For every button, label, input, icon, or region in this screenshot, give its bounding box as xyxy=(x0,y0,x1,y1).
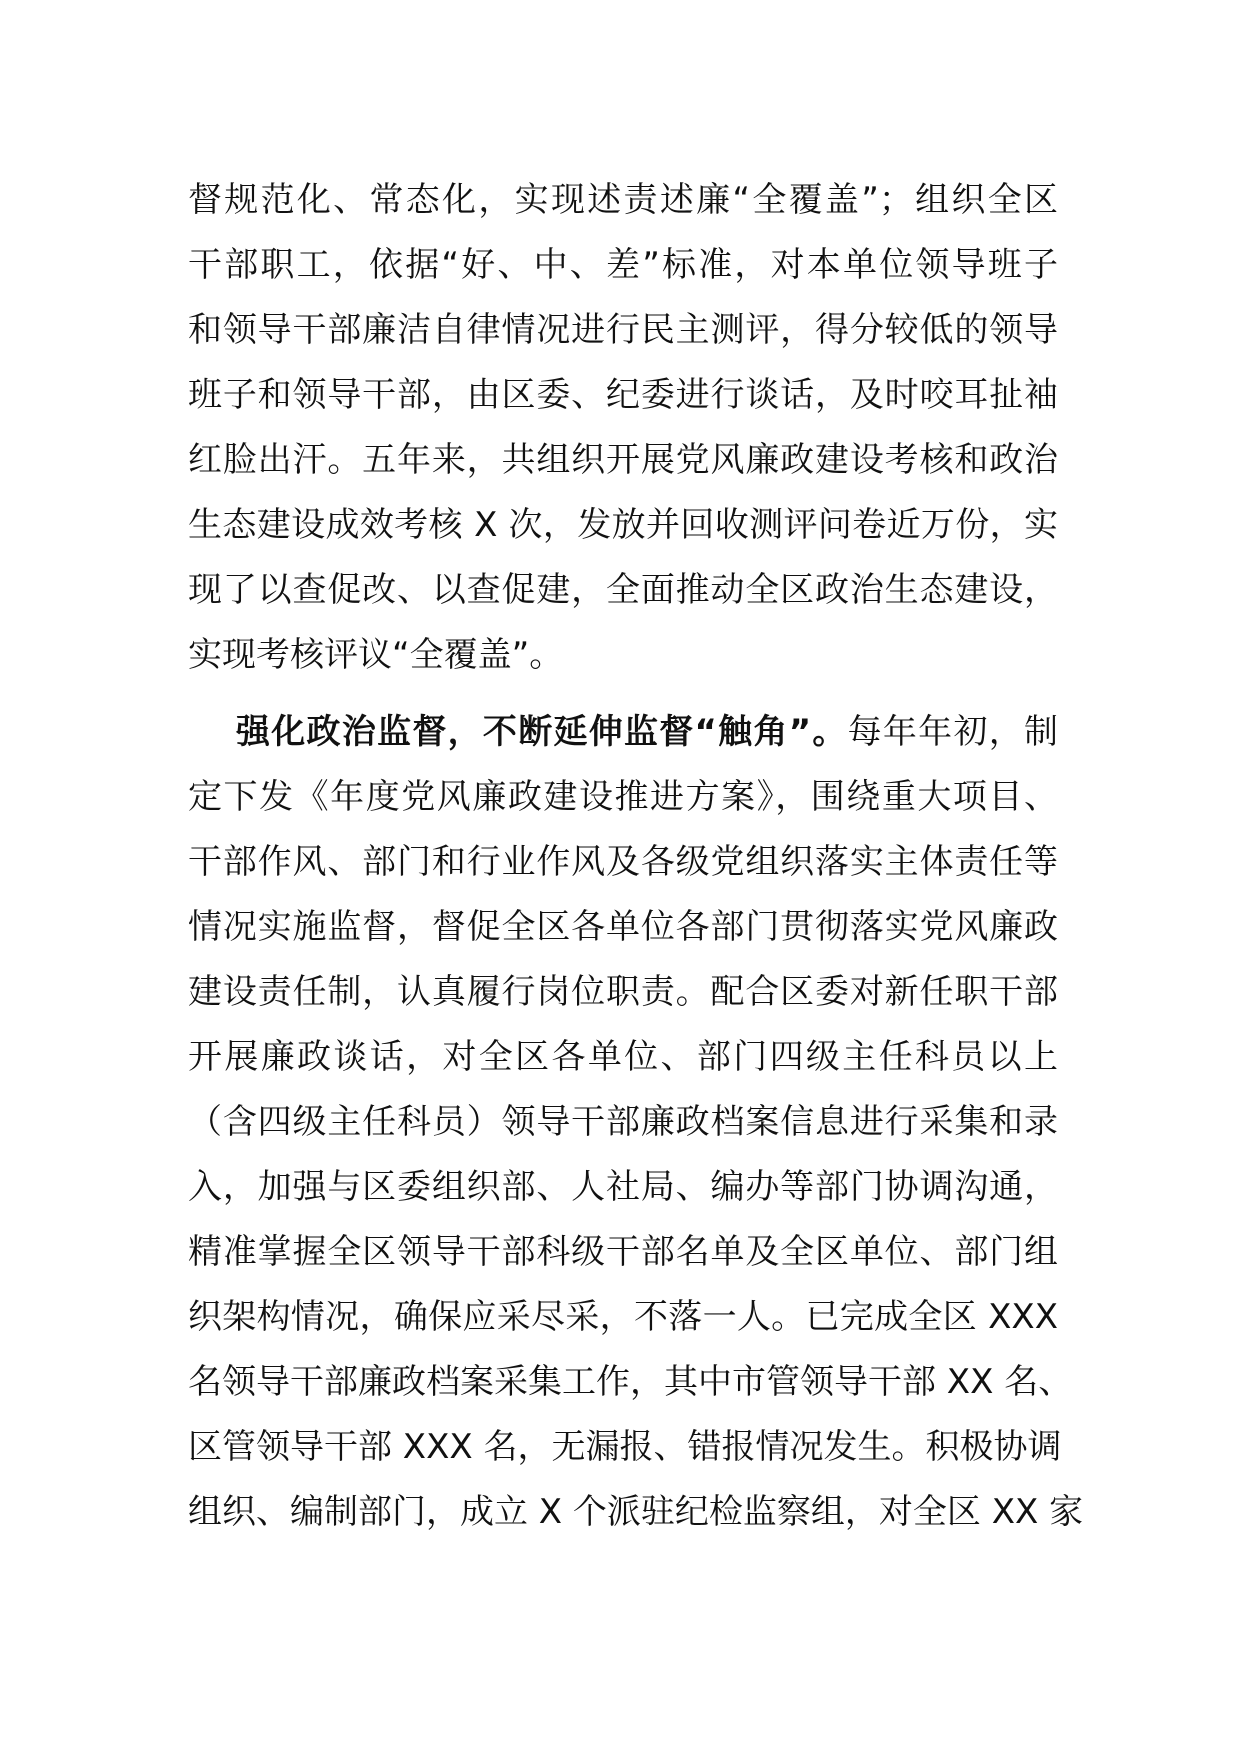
text-line: 建设责任制，认真履行岗位职责。配合区委对新任职干部 xyxy=(188,972,1058,1012)
paragraph-2 xyxy=(188,700,1084,1545)
paragraph-gap xyxy=(188,688,1058,700)
text-line: 干部职工，依据“好、中、差”标准，对本单位领导班子 xyxy=(188,245,1058,285)
heading-line-rest: 每年年初，制 xyxy=(847,712,1058,752)
text-line: 名领导干部廉政档案采集工作，其中市管领导干部 XX 名、 xyxy=(188,1362,1073,1402)
text-line: 红脸出汗。五年来，共组织开展党风廉政建设考核和政治 xyxy=(188,440,1058,480)
text-line: 干部作风、部门和行业作风及各级党组织落实主体责任等 xyxy=(188,842,1058,882)
text-line: 督规范化、常态化，实现述责述廉“全覆盖”；组织全区 xyxy=(188,180,1058,220)
text-line: 开展廉政谈话，对全区各单位、部门四级主任科员以上 xyxy=(188,1037,1058,1077)
text-line: 精准掌握全区领导干部科级干部名单及全区单位、部门组 xyxy=(188,1232,1058,1272)
text-line: 班子和领导干部，由区委、纪委进行谈话，及时咬耳扯袖 xyxy=(188,375,1058,415)
text-line: 情况实施监督，督促全区各单位各部门贯彻落实党风廉政 xyxy=(188,907,1058,947)
document-body xyxy=(188,168,1084,1545)
text-line: 生态建设成效考核 X 次，发放并回收测评问卷近万份，实 xyxy=(188,505,1058,545)
paragraph-1 xyxy=(188,168,1058,688)
text-line: 区管领导干部 XXX 名，无漏报、错报情况发生。积极协调 xyxy=(188,1427,1062,1467)
text-line: 和领导干部廉洁自律情况进行民主测评，得分较低的领导 xyxy=(188,310,1058,350)
text-line: 入，加强与区委组织部、人社局、编办等部门协调沟通， xyxy=(188,1167,1058,1207)
text-line: （含四级主任科员）领导干部廉政档案信息进行采集和录 xyxy=(188,1102,1058,1142)
text-line: 现了以查促改、以查促建，全面推动全区政治生态建设， xyxy=(188,570,1058,610)
paragraph-heading: 强化政治监督，不断延伸监督“触角”。 xyxy=(236,712,848,752)
text-line: 定下发《年度党风廉政建设推进方案》，围绕重大项目、 xyxy=(188,777,1058,817)
text-line: 组织、编制部门，成立 X 个派驻纪检监察组，对全区 XX 家 xyxy=(188,1492,1084,1532)
text-line: 织架构情况，确保应采尽采，不落一人。已完成全区 XXX xyxy=(188,1297,1058,1337)
text-line: 实现考核评议“全覆盖”。 xyxy=(188,635,564,675)
text-line xyxy=(188,700,1058,765)
